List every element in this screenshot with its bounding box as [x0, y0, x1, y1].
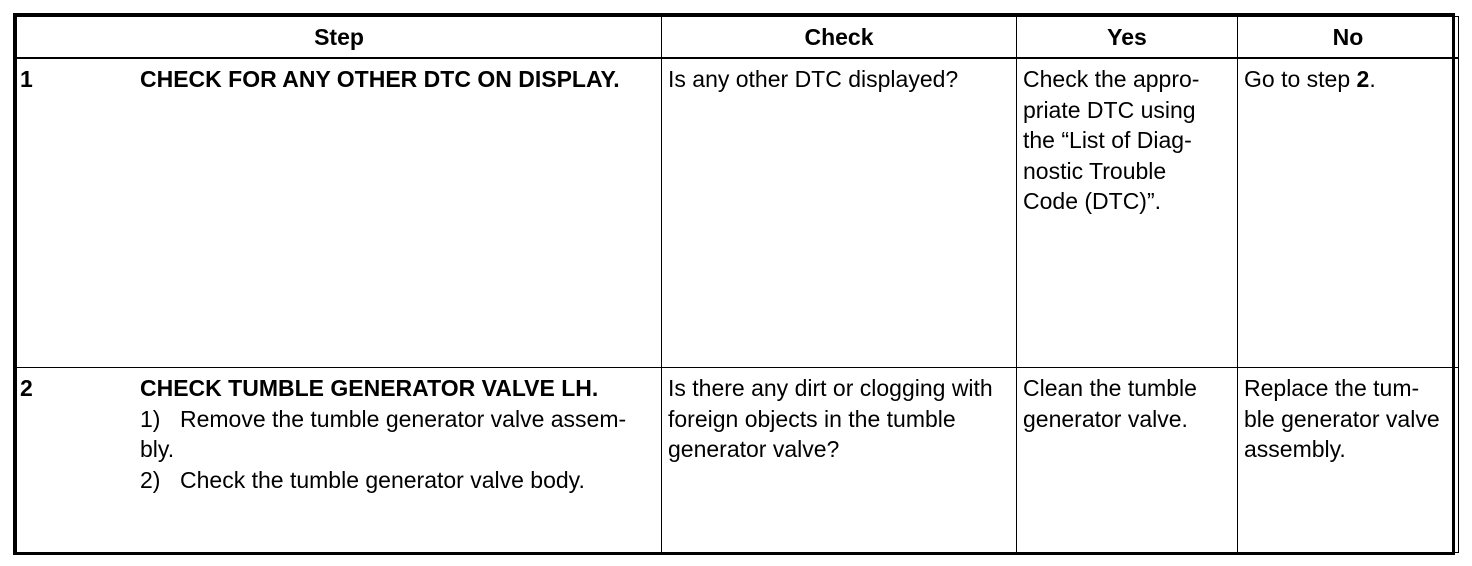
- step-title: CHECK TUMBLE GENERATOR VALVE LH.: [140, 375, 599, 401]
- check-text: [662, 368, 1016, 465]
- yes-line: generator valve.: [1023, 405, 1188, 432]
- no-suffix: .: [1369, 66, 1376, 92]
- header-yes: Yes: [1017, 17, 1238, 59]
- check-cell: [662, 368, 1017, 553]
- no-step-reference: 2: [1356, 66, 1370, 92]
- diagnostic-table: [16, 16, 1459, 553]
- yes-text: [1017, 59, 1237, 217]
- table-row: [17, 58, 1459, 368]
- substep: [140, 465, 659, 496]
- yes-cell: [1017, 58, 1238, 368]
- check-cell: [662, 58, 1017, 368]
- yes-line: Clean the tumble: [1023, 375, 1197, 401]
- no-text: [1238, 59, 1458, 95]
- no-line: Replace the tum-: [1244, 375, 1420, 401]
- check-line: foreign objects in the tumble: [668, 405, 956, 432]
- step-body: [140, 59, 661, 95]
- no-cell: [1238, 58, 1459, 368]
- step-number: 1: [20, 66, 33, 92]
- substep-number: 2): [140, 466, 161, 493]
- step-cell: [17, 58, 662, 368]
- substep-continuation: bly.: [140, 436, 175, 462]
- step-body: [140, 368, 661, 495]
- substep-number: 1): [140, 405, 161, 432]
- no-prefix: Go to step: [1244, 66, 1357, 92]
- yes-line: priate DTC using: [1023, 96, 1196, 123]
- check-text: Is any other DTC displayed?: [668, 66, 959, 92]
- step-cell: [17, 368, 662, 553]
- yes-line: nostic Trouble: [1023, 157, 1167, 184]
- step-number: 2: [20, 375, 33, 401]
- yes-cell: [1017, 368, 1238, 553]
- step-title: CHECK FOR ANY OTHER DTC ON DISPLAY.: [140, 66, 620, 92]
- yes-line: Code (DTC)”.: [1023, 188, 1162, 214]
- yes-line: the “List of Diag-: [1023, 127, 1192, 153]
- no-cell: [1238, 368, 1459, 553]
- substep: [140, 404, 659, 435]
- yes-line: Check the appro-: [1023, 66, 1200, 92]
- diagnostic-table-frame: [13, 13, 1455, 555]
- check-line: Is there any dirt or clogging with: [668, 375, 993, 401]
- substep-text: Remove the tumble generator valve assem-: [180, 405, 627, 432]
- no-line: ble generator valve: [1244, 405, 1440, 432]
- table-row: [17, 368, 1459, 553]
- header-check: Check: [662, 17, 1017, 59]
- substep-text: Check the tumble generator valve body.: [180, 466, 585, 493]
- header-row: [17, 17, 1459, 59]
- check-line: generator valve?: [668, 436, 840, 462]
- header-no: No: [1238, 17, 1459, 59]
- header-step: Step: [17, 17, 662, 59]
- no-line: assembly.: [1244, 436, 1346, 462]
- yes-text: [1017, 368, 1237, 434]
- no-text: [1238, 368, 1458, 465]
